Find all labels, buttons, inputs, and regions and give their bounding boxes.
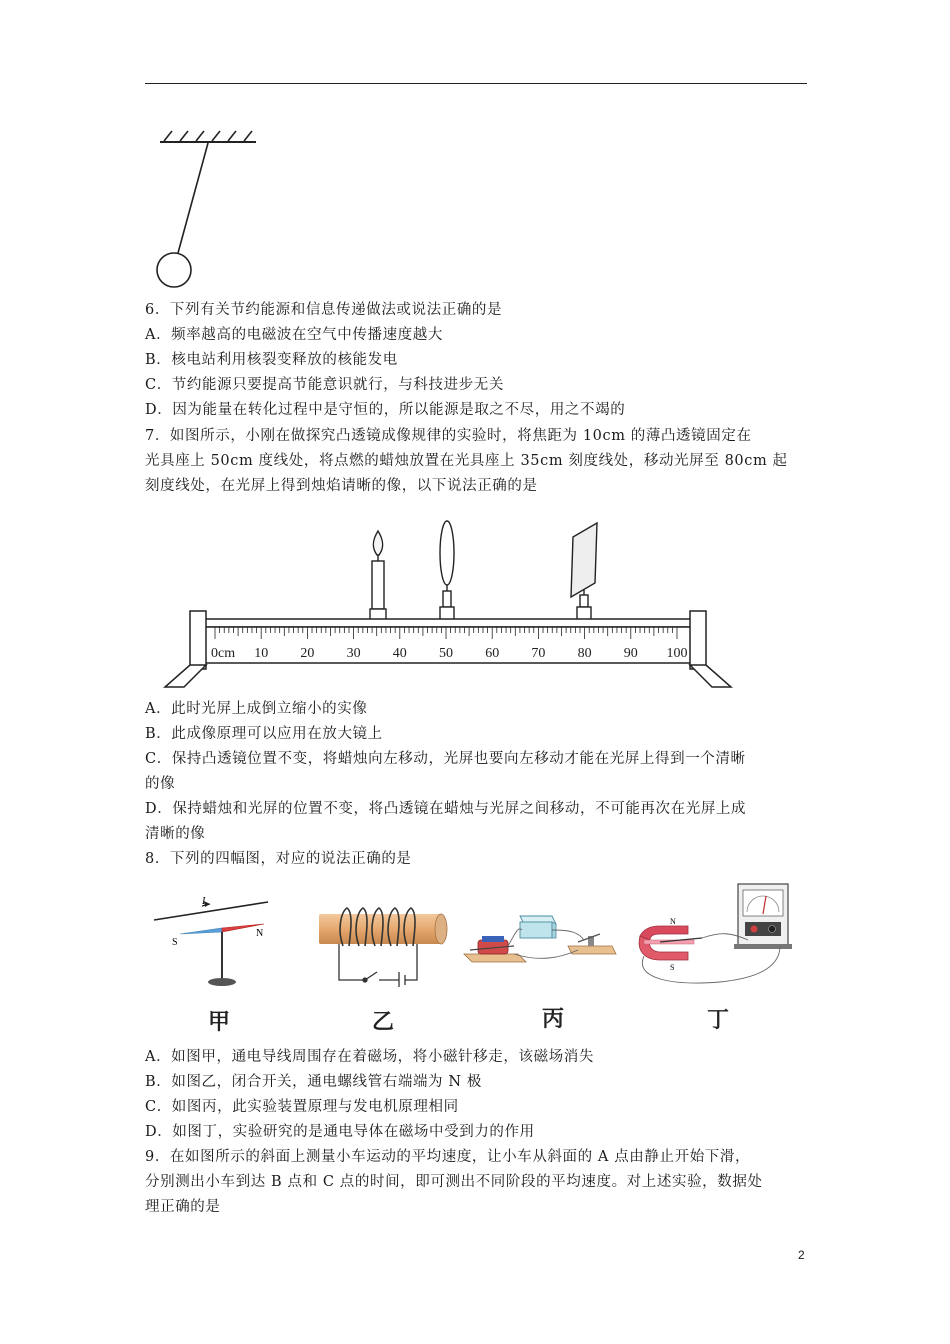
question-9-line-2: 分别测出小车到达 B 点和 C 点的时间，即可测出不同阶段的平均速度。对上述实验，数据处: [145, 1174, 763, 1190]
header-rule: [145, 83, 807, 84]
question-9-line-3: 理正确的是: [145, 1199, 221, 1215]
ruler-tick-label: 100: [666, 646, 688, 661]
ruler-tick-label: 10: [254, 646, 269, 661]
option-7b: B．此成像原理可以应用在放大镜上: [145, 726, 383, 742]
option-8c: C．如图丙，此实验装置原理与发电机原理相同: [145, 1099, 459, 1115]
option-8d: D．如图丁，实验研究的是通电导体在磁场中受到力的作用: [145, 1124, 535, 1140]
option-6d: D．因为能量在转化过程中是守恒的，所以能源是取之不尽，用之不竭的: [145, 402, 626, 418]
ruler-tick-label: 90: [623, 646, 638, 661]
figure-yi: [315, 902, 450, 987]
question-7-line-3: 刻度线处，在光屏上得到烛焰请晰的像，以下说法正确的是: [145, 478, 538, 494]
option-6c: C．节约能源只要提高节能意识就行，与科技进步无关: [145, 377, 504, 393]
page-number: 2: [798, 1248, 805, 1262]
question-8: 8．下列的四幅图，对应的说法正确的是: [145, 851, 412, 867]
ruler-tick-label: 20: [300, 646, 315, 661]
ruler-tick-label: 70: [531, 646, 546, 661]
option-7d-line-1: D．保持蜡烛和光屏的位置不变，将凸透镜在蜡烛与光屏之间移动，不可能再次在光屏上成: [145, 801, 747, 817]
option-7c-line-1: C．保持凸透镜位置不变，将蜡烛向左移动，光屏也要向左移动才能在光屏上得到一个清晰: [145, 751, 746, 767]
ding-south-label: S: [670, 963, 675, 972]
pendulum-bob: [157, 253, 191, 287]
light-screen: [571, 523, 597, 625]
figure-bing: [460, 902, 620, 972]
option-7c-line-2: 的像: [145, 776, 176, 792]
north-pole-label: N: [256, 928, 264, 939]
candle: [370, 531, 386, 625]
south-pole-label: S: [172, 937, 178, 948]
pendulum-figure: [150, 125, 265, 295]
question-6: 6．下列有关节约能源和信息传递做法或说法正确的是: [145, 302, 503, 318]
current-label: I: [202, 896, 206, 907]
option-6a: A．频率越高的电磁波在空气中传播速度越大: [145, 327, 443, 343]
option-8b: B．如图乙，闭合开关，通电螺线管右端端为 N 极: [145, 1074, 482, 1090]
ruler-tick-label: 50: [439, 646, 453, 661]
optical-bench-figure: [145, 515, 745, 693]
ding-north-label: N: [670, 917, 676, 926]
caption-ding: 丁: [707, 1008, 730, 1033]
caption-jia: 甲: [208, 1010, 231, 1035]
convex-lens: [440, 521, 454, 625]
ruler-tick-label: 60: [485, 646, 500, 661]
caption-bing: 丙: [542, 1007, 565, 1032]
caption-yi: 乙: [372, 1010, 395, 1035]
option-7a: A．此时光屏上成倒立缩小的实像: [145, 701, 368, 717]
ruler-tick-label: 0cm: [211, 646, 236, 661]
ruler-tick-label: 40: [392, 646, 407, 661]
option-6b: B．核电站利用核裂变释放的核能发电: [145, 352, 398, 368]
ruler-tick-label: 80: [577, 646, 592, 661]
option-7d-line-2: 清晰的像: [145, 826, 206, 842]
option-8a: A．如图甲，通电导线周围存在着磁场，将小磁针移走，该磁场消失: [145, 1049, 594, 1065]
figure-ding: [630, 882, 800, 992]
figure-jia: [150, 892, 280, 992]
question-7-line-1: 7．如图所示，小刚在做探究凸透镜成像规律的实验时，将焦距为 10cm 的薄凸透镜固定在: [145, 428, 752, 444]
question-7-line-2: 光具座上 50cm 度线处，将点燃的蜡烛放置在光具座上 35cm 刻度线处，移动光屏至 80cm 起: [145, 453, 788, 469]
ruler-tick-label: 30: [346, 646, 361, 661]
question-9-line-1: 9．在如图所示的斜面上测量小车运动的平均速度，让小车从斜面的 A 点由静止开始下滑，: [145, 1149, 751, 1165]
